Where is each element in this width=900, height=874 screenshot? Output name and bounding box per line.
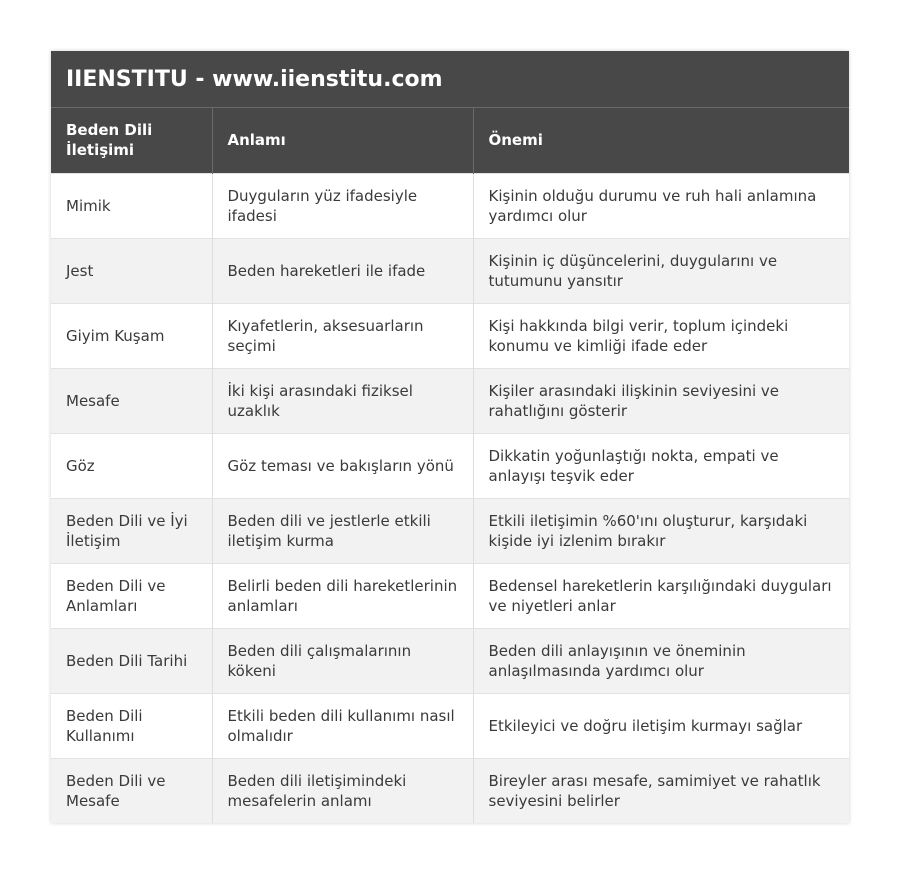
table-row [51, 498, 849, 563]
table-cell: Beden dili anlayışının ve öneminin anlaşılmasında yardımcı olur [473, 628, 849, 693]
table-header [51, 108, 849, 173]
table-cell: Mesafe [51, 368, 212, 433]
header-cell-body-language: Beden Dili İletişimi [51, 108, 212, 173]
table-cell: Beden dili iletişimindeki mesafelerin anlamı [212, 758, 473, 823]
table-cell: Belirli beden dili hareketlerinin anlamları [212, 563, 473, 628]
table-cell: İki kişi arasındaki fiziksel uzaklık [212, 368, 473, 433]
table-cell: Göz teması ve bakışların yönü [212, 433, 473, 498]
table-cell: Kişi hakkında bilgi verir, toplum içindeki konumu ve kimliği ifade eder [473, 303, 849, 368]
table-cell: Bedensel hareketlerin karşılığındaki duyguları ve niyetleri anlar [473, 563, 849, 628]
table-row [51, 628, 849, 693]
table-cell: Beden Dili ve Mesafe [51, 758, 212, 823]
table-cell: Bireyler arası mesafe, samimiyet ve rahatlık seviyesini belirler [473, 758, 849, 823]
table-cell: Etkileyici ve doğru iletişim kurmayı sağlar [473, 693, 849, 758]
header-cell-importance: Önemi [473, 108, 849, 173]
table-cell: Dikkatin yoğunlaştığı nokta, empati ve anlayışı teşvik eder [473, 433, 849, 498]
table-row [51, 303, 849, 368]
header-row [51, 108, 849, 173]
table-cell: Jest [51, 238, 212, 303]
table-body [51, 173, 849, 823]
table-cell: Kişinin iç düşüncelerini, duygularını ve tutumunu yansıtır [473, 238, 849, 303]
table-cell: Etkili iletişimin %60'ını oluşturur, karşıdaki kişide iyi izlenim bırakır [473, 498, 849, 563]
table-cell: Duyguların yüz ifadesiyle ifadesi [212, 173, 473, 238]
table-cell: Beden dili çalışmalarının kökeni [212, 628, 473, 693]
table-cell: Beden dili ve jestlerle etkili iletişim kurma [212, 498, 473, 563]
header-cell-meaning: Anlamı [212, 108, 473, 173]
table-cell: Beden Dili Tarihi [51, 628, 212, 693]
table-cell: Göz [51, 433, 212, 498]
table-card [51, 51, 849, 823]
table-row [51, 693, 849, 758]
table-row [51, 433, 849, 498]
table-row [51, 758, 849, 823]
table-cell: Giyim Kuşam [51, 303, 212, 368]
table-cell: Beden hareketleri ile ifade [212, 238, 473, 303]
table-cell: Etkili beden dili kullanımı nasıl olmalıdır [212, 693, 473, 758]
table-row [51, 173, 849, 238]
table-cell: Beden Dili Kullanımı [51, 693, 212, 758]
table-row [51, 563, 849, 628]
table-cell: Kişinin olduğu durumu ve ruh hali anlamına yardımcı olur [473, 173, 849, 238]
table-cell: Kişiler arasındaki ilişkinin seviyesini ve rahatlığını gösterir [473, 368, 849, 433]
table-cell: Beden Dili ve Anlamları [51, 563, 212, 628]
data-table [51, 108, 849, 823]
table-cell: Kıyafetlerin, aksesuarların seçimi [212, 303, 473, 368]
table-title: IIENSTITU - www.iienstitu.com [51, 51, 849, 108]
table-cell: Mimik [51, 173, 212, 238]
table-row [51, 368, 849, 433]
table-cell: Beden Dili ve İyi İletişim [51, 498, 212, 563]
table-row [51, 238, 849, 303]
